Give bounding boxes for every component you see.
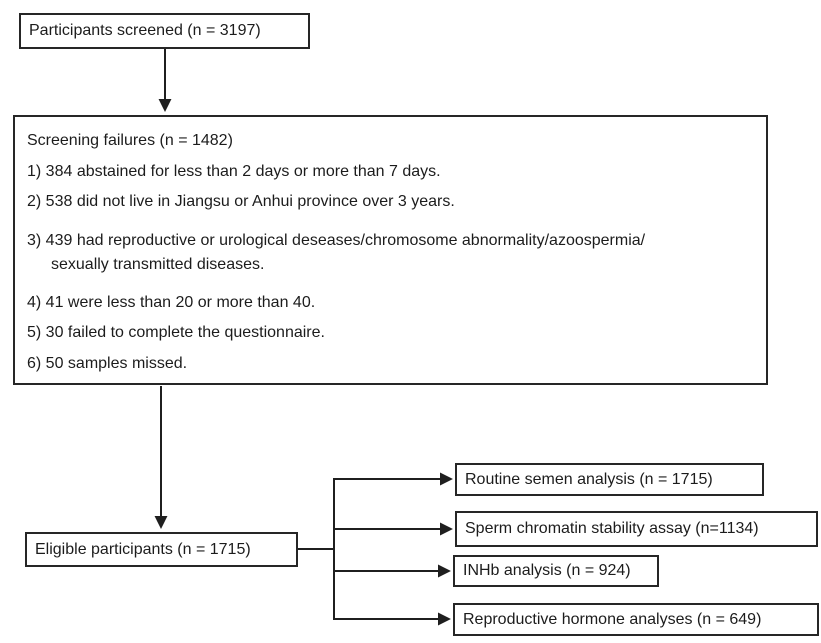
screening-reason-3-continued: sexually transmitted diseases. <box>51 256 265 273</box>
sperm-chromatin-assay-label: Sperm chromatin stability assay (n=1134) <box>465 520 759 537</box>
screening-reason-6: 6) 50 samples missed. <box>27 355 188 372</box>
eligible-participants-box <box>25 532 298 567</box>
screening-failures-box <box>13 115 768 385</box>
reproductive-hormone-box <box>453 603 819 636</box>
screening-reason-3: 3) 439 had reproductive or urological deseases/chromosome abnormality/azoospermia/ <box>27 232 646 249</box>
sperm-chromatin-assay-box <box>455 511 818 547</box>
screening-reason-5: 5) 30 failed to complete the questionnaire. <box>27 324 325 341</box>
participants-screened-label: Participants screened (n = 3197) <box>29 22 261 39</box>
inhb-analysis-label: INHb analysis (n = 924) <box>463 562 631 579</box>
routine-semen-analysis-label: Routine semen analysis (n = 1715) <box>465 470 713 488</box>
screening-reason-1: 1) 384 abstained for less than 2 days or more than 7 days. <box>27 163 441 180</box>
participants-screened-box <box>19 13 310 49</box>
screening-reason-2: 2) 538 did not live in Jiangsu or Anhui province over 3 years. <box>27 193 455 210</box>
screening-reason-4: 4) 41 were less than 20 or more than 40. <box>27 294 316 311</box>
eligible-participants-label: Eligible participants (n = 1715) <box>35 540 251 558</box>
inhb-analysis-box <box>453 555 659 587</box>
screening-failures-title: Screening failures (n = 1482) <box>27 132 233 149</box>
routine-semen-analysis-box <box>455 463 764 496</box>
reproductive-hormone-label: Reproductive hormone analyses (n = 649) <box>463 610 762 628</box>
